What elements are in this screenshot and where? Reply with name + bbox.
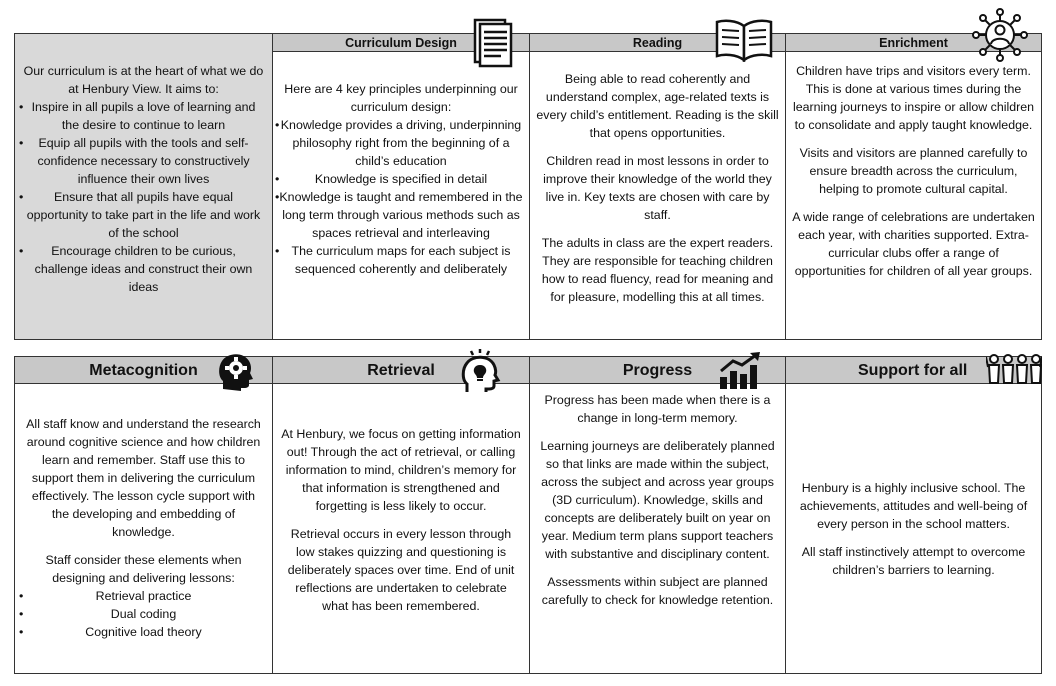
list-item: • Retrieval practice	[23, 587, 264, 605]
enrichment-paragraph: A wide range of celebrations are undertaken each year, with charities supported. Extra-curricular clubs offer a range of opportunities for children of all year groups.	[792, 210, 1035, 278]
support-body	[786, 479, 1041, 589]
reading-body	[530, 70, 785, 316]
list-item: • Ensure that all pupils have equal opportunity to take part in the life and work of the school	[23, 188, 264, 242]
curriculum-design-body	[273, 80, 529, 278]
document-icon	[473, 18, 513, 68]
lesson-elements-list	[23, 587, 264, 641]
progress-paragraph: Learning journeys are deliberately planned so that links are made within the subject, across the subject and across year groups (3D curriculum). Knowledge, skills and concepts are deliberately built on year on year. Medium term plans support teachers with substantive and disciplinary content.	[540, 439, 775, 561]
retrieval-cell	[272, 357, 529, 673]
enrichment-paragraph: Visits and visitors are planned carefully to ensure breadth across the curriculum, helping to promote cultural capital.	[799, 146, 1028, 196]
curriculum-aims-list	[23, 98, 264, 296]
metacognition-cell	[15, 357, 272, 673]
metacognition-paragraph: All staff know and understand the research around cognitive science and how children learn and remember. Staff use this to support them in delivering the curriculum effectively. The lesson cycle support with the developing and embedding of knowledge.	[26, 417, 261, 539]
list-item: • Inspire in all pupils a love of learning and the desire to continue to learn	[23, 98, 264, 134]
support-paragraph: Henbury is a highly inclusive school. The achievements, attitudes and well-being of every person in the school matters.	[799, 481, 1028, 531]
metacognition-body	[15, 415, 272, 641]
open-book-icon	[714, 16, 774, 62]
support-cell	[785, 357, 1041, 673]
curriculum-design-cell	[272, 34, 529, 339]
list-item: • Cognitive load theory	[23, 623, 264, 641]
progress-paragraph: Progress has been made when there is a change in long-term memory.	[544, 393, 771, 425]
support-paragraph: All staff instinctively attempt to overcome children’s barriers to learning.	[801, 545, 1026, 577]
progress-cell	[529, 357, 785, 673]
reading-title: Reading	[530, 34, 785, 52]
list-item: • Equip all pupils with the tools and self-confidence necessary to constructively influence their own lives	[23, 134, 264, 188]
reading-cell	[529, 34, 785, 339]
list-item: • Knowledge is taught and remembered in the long term through various methods such as spaces retrieval and interleaving	[279, 188, 523, 242]
support-title: Support for all	[786, 357, 1041, 384]
reading-paragraph: Children read in most lessons in order to improve their knowledge of the world they live in. Key texts are chosen with care by staff.	[543, 154, 772, 222]
metacognition-title: Metacognition	[15, 357, 272, 384]
curriculum-intro-cell	[15, 34, 272, 339]
reading-paragraph: The adults in class are the expert readers. They are responsible for teaching children how to read fluency, read for meaning and for pleasure, modelling this at all times.	[541, 236, 774, 304]
retrieval-title: Retrieval	[273, 357, 529, 384]
enrichment-cell	[785, 34, 1041, 339]
curriculum-design-title: Curriculum Design	[273, 34, 529, 52]
retrieval-paragraph: At Henbury, we focus on getting information out! Through the act of retrieval, or calling information to mind, children’s memory for that information is strengthened and forgetting is less likely to occur.	[281, 427, 521, 513]
enrichment-paragraph: Children have trips and visitors every term. This is done at various times during the learning journeys to inspire or allow children to consolidate and apply taught knowledge.	[792, 64, 1035, 132]
bottom-panel	[14, 356, 1042, 674]
top-panel	[14, 33, 1042, 340]
enrichment-body	[786, 62, 1041, 290]
group-people-icon	[986, 353, 1042, 385]
list-item: • Knowledge provides a driving, underpinning philosophy right from the beginning of a child’s education	[279, 116, 523, 170]
retrieval-paragraph: Retrieval occurs in every lesson through low stakes quizzing and questioning is deliberately spaces over time. End of unit reflections are undertaken to celebrate what has been remembered.	[287, 527, 515, 613]
curriculum-intro-text: Our curriculum is at the heart of what we do at Henbury View. It aims to:	[23, 64, 264, 96]
reading-paragraph: Being able to read coherently and understand complex, age-related texts is every child’s entitlement. Reading is the skill that opens opportunities.	[536, 72, 779, 140]
growth-chart-icon	[718, 351, 764, 389]
list-item: • The curriculum maps for each subject is sequenced coherently and deliberately	[279, 242, 523, 278]
gear-head-icon	[217, 351, 253, 391]
progress-title: Progress	[530, 357, 785, 384]
network-person-icon	[972, 8, 1028, 62]
retrieval-body	[273, 425, 529, 625]
idea-head-icon	[459, 347, 501, 393]
metacognition-paragraph: Staff consider these elements when designing and delivering lessons:	[45, 553, 242, 585]
progress-paragraph: Assessments within subject are planned carefully to check for knowledge retention.	[541, 575, 774, 607]
list-item: • Knowledge is specified in detail	[279, 170, 523, 188]
progress-body	[530, 391, 785, 609]
principles-list	[279, 116, 523, 278]
enrichment-title: Enrichment	[786, 34, 1041, 52]
curriculum-design-intro: Here are 4 key principles underpinning our curriculum design:	[284, 82, 518, 114]
list-item: • Dual coding	[23, 605, 264, 623]
list-item: • Encourage children to be curious, challenge ideas and construct their own ideas	[23, 242, 264, 296]
curriculum-intro-body	[15, 62, 272, 296]
